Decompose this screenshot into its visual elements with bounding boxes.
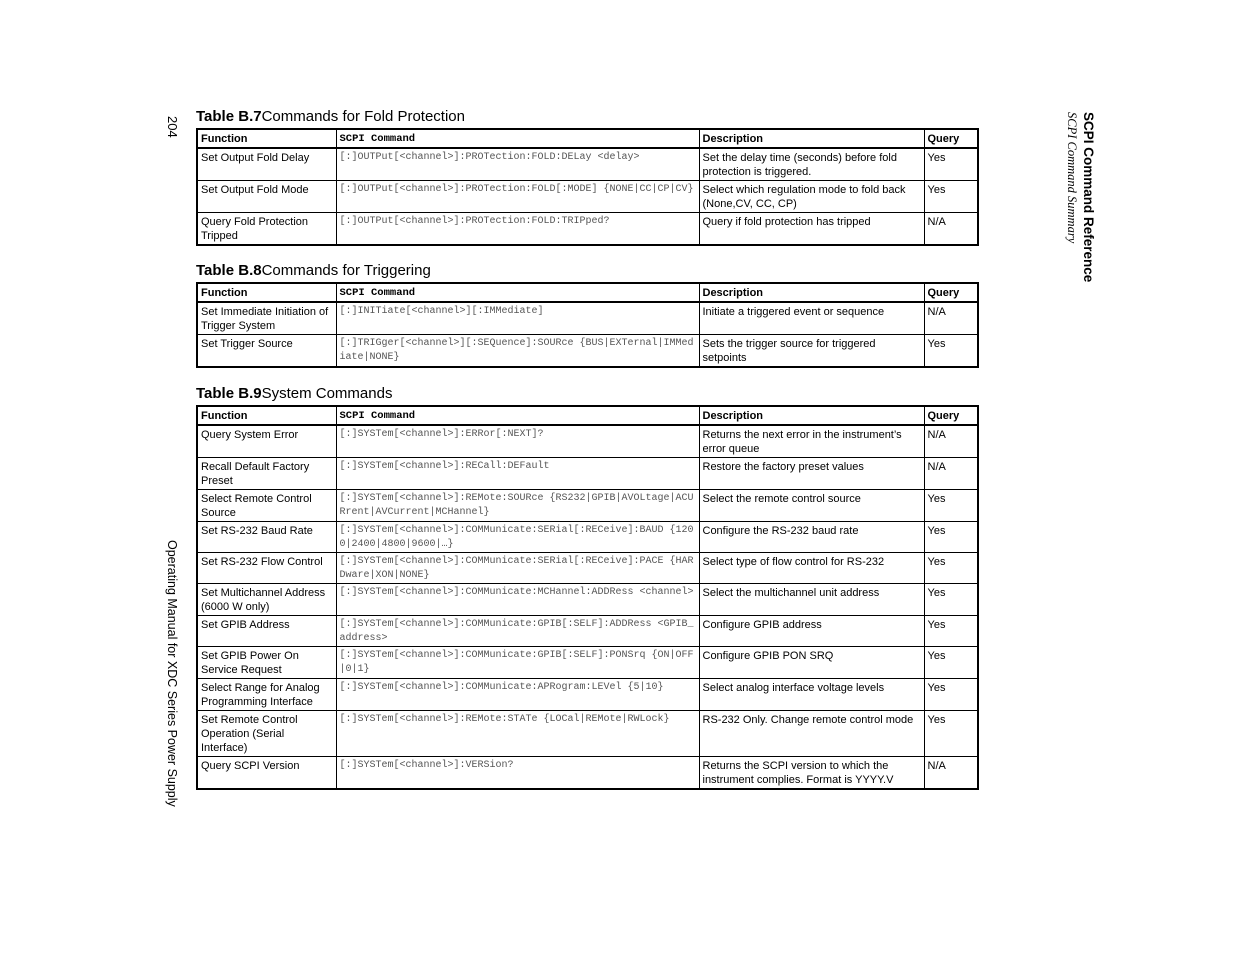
cell-query: N/A <box>924 213 978 246</box>
page-number: 204 <box>165 116 180 138</box>
table-number: Table B.7 <box>196 108 262 125</box>
cell-description: Sets the trigger source for triggered setpoints <box>699 335 924 368</box>
table-row <box>197 584 978 616</box>
cell-command: [:]SYSTem[<channel>]:RECall:DEFault <box>336 458 699 490</box>
table-row <box>197 490 978 522</box>
cell-command: [:]SYSTem[<channel>]:REMote:SOURce {RS232|GPIB|AVOLtage|ACURrent|AVCurrent|MCHannel} <box>336 490 699 522</box>
table-row <box>197 522 978 553</box>
header-function: Function <box>197 406 336 425</box>
cell-query: Yes <box>924 553 978 584</box>
table-row <box>197 425 978 458</box>
cell-command: [:]OUTPut[<channel>]:PROTection:FOLD:TRIPped? <box>336 213 699 246</box>
table-caption: System Commands <box>261 385 393 402</box>
cell-command: [:]SYSTem[<channel>]:ERRor[:NEXT]? <box>336 425 699 458</box>
table-row <box>197 616 978 647</box>
cell-command: [:]SYSTem[<channel>]:COMMunicate:APRogram:LEVel {5|10} <box>336 679 699 711</box>
header-function: Function <box>197 129 336 148</box>
cell-query: Yes <box>924 711 978 757</box>
command-table <box>196 128 979 246</box>
header-description: Description <box>699 283 924 302</box>
table-row <box>197 647 978 679</box>
cell-command: [:]SYSTem[<channel>]:COMMunicate:GPIB[:SELF]:PONSrq {ON|OFF|0|1} <box>336 647 699 679</box>
cell-function: Set Trigger Source <box>197 335 336 368</box>
cell-description: RS-232 Only. Change remote control mode <box>699 711 924 757</box>
cell-command: [:]SYSTem[<channel>]:VERSion? <box>336 757 699 790</box>
cell-description: Restore the factory preset values <box>699 458 924 490</box>
header-description: Description <box>699 406 924 425</box>
header-scpi: SCPI Command <box>336 406 699 425</box>
table-caption: Commands for Triggering <box>261 262 431 279</box>
cell-query: N/A <box>924 757 978 790</box>
cell-description: Select analog interface voltage levels <box>699 679 924 711</box>
header-query: Query <box>924 283 978 302</box>
cell-description: Returns the next error in the instrument’s error queue <box>699 425 924 458</box>
cell-query: N/A <box>924 425 978 458</box>
table-row <box>197 213 978 246</box>
cell-function: Set Output Fold Delay <box>197 148 336 181</box>
cell-query: Yes <box>924 616 978 647</box>
header-scpi: SCPI Command <box>336 283 699 302</box>
header-query: Query <box>924 129 978 148</box>
cell-description: Initiate a triggered event or sequence <box>699 302 924 335</box>
header-scpi: SCPI Command <box>336 129 699 148</box>
cell-query: Yes <box>924 584 978 616</box>
cell-description: Returns the SCPI version to which the instrument complies. Format is YYYY.V <box>699 757 924 790</box>
cell-function: Select Range for Analog Programming Interface <box>197 679 336 711</box>
cell-description: Set the delay time (seconds) before fold protection is triggered. <box>699 148 924 181</box>
table-row <box>197 335 978 368</box>
cell-command: [:]OUTPut[<channel>]:PROTection:FOLD[:MODE] {NONE|CC|CP|CV} <box>336 181 699 213</box>
cell-description: Configure GPIB PON SRQ <box>699 647 924 679</box>
cell-query: Yes <box>924 679 978 711</box>
table-b7-block <box>196 108 977 246</box>
table-title <box>196 385 977 402</box>
cell-command: [:]INITiate[<channel>][:IMMediate] <box>336 302 699 335</box>
cell-function: Set Immediate Initiation of Trigger System <box>197 302 336 335</box>
cell-query: Yes <box>924 335 978 368</box>
cell-query: Yes <box>924 148 978 181</box>
cell-query: Yes <box>924 522 978 553</box>
table-title <box>196 108 977 125</box>
cell-command: [:]SYSTem[<channel>]:COMMunicate:MCHannel:ADDRess <channel> <box>336 584 699 616</box>
header-description: Description <box>699 129 924 148</box>
table-header-row <box>197 283 978 302</box>
cell-function: Set Multichannel Address (6000 W only) <box>197 584 336 616</box>
cell-function: Set RS-232 Flow Control <box>197 553 336 584</box>
manual-title: Operating Manual for XDC Series Power Supply <box>165 540 179 807</box>
table-row <box>197 757 978 790</box>
table-number: Table B.9 <box>196 385 262 402</box>
cell-function: Query Fold Protection Tripped <box>197 213 336 246</box>
cell-query: Yes <box>924 647 978 679</box>
cell-command: [:]SYSTem[<channel>]:COMMunicate:SERial[:RECeive]:BAUD {1200|2400|4800|9600|…} <box>336 522 699 553</box>
cell-query: Yes <box>924 181 978 213</box>
header-query: Query <box>924 406 978 425</box>
section-title: SCPI Command Reference <box>1081 112 1096 283</box>
table-row <box>197 553 978 584</box>
cell-function: Query System Error <box>197 425 336 458</box>
cell-function: Set GPIB Address <box>197 616 336 647</box>
table-row <box>197 458 978 490</box>
table-row <box>197 148 978 181</box>
cell-command: [:]OUTPut[<channel>]:PROTection:FOLD:DELay <delay> <box>336 148 699 181</box>
table-number: Table B.8 <box>196 262 262 279</box>
cell-description: Select type of flow control for RS-232 <box>699 553 924 584</box>
cell-function: Set GPIB Power On Service Request <box>197 647 336 679</box>
cell-function: Set Output Fold Mode <box>197 181 336 213</box>
header-function: Function <box>197 283 336 302</box>
cell-command: [:]SYSTem[<channel>]:REMote:STATe {LOCal|REMote|RWLock} <box>336 711 699 757</box>
cell-function: Select Remote Control Source <box>197 490 336 522</box>
cell-function: Set Remote Control Operation (Serial Interface) <box>197 711 336 757</box>
table-row <box>197 711 978 757</box>
command-table <box>196 405 979 790</box>
cell-description: Select the remote control source <box>699 490 924 522</box>
table-title <box>196 262 977 279</box>
cell-description: Select the multichannel unit address <box>699 584 924 616</box>
command-table <box>196 282 979 368</box>
cell-description: Configure the RS-232 baud rate <box>699 522 924 553</box>
cell-query: N/A <box>924 302 978 335</box>
cell-description: Configure GPIB address <box>699 616 924 647</box>
section-subtitle: SCPI Command Summary <box>1065 112 1079 244</box>
table-row <box>197 679 978 711</box>
table-b9-block <box>196 385 977 790</box>
cell-function: Set RS-232 Baud Rate <box>197 522 336 553</box>
table-row <box>197 181 978 213</box>
cell-description: Select which regulation mode to fold back (None,CV, CC, CP) <box>699 181 924 213</box>
cell-query: Yes <box>924 490 978 522</box>
cell-command: [:]SYSTem[<channel>]:COMMunicate:SERial[:RECeive]:PACE {HARDware|XON|NONE} <box>336 553 699 584</box>
cell-query: N/A <box>924 458 978 490</box>
table-caption: Commands for Fold Protection <box>261 108 465 125</box>
cell-function: Recall Default Factory Preset <box>197 458 336 490</box>
cell-function: Query SCPI Version <box>197 757 336 790</box>
table-row <box>197 302 978 335</box>
cell-command: [:]SYSTem[<channel>]:COMMunicate:GPIB[:SELF]:ADDRess <GPIB_address> <box>336 616 699 647</box>
table-b8-block <box>196 262 977 368</box>
cell-description: Query if fold protection has tripped <box>699 213 924 246</box>
table-header-row <box>197 129 978 148</box>
table-header-row <box>197 406 978 425</box>
cell-command: [:]TRIGger[<channel>][:SEQuence]:SOURce {BUS|EXTernal|IMMediate|NONE} <box>336 335 699 368</box>
